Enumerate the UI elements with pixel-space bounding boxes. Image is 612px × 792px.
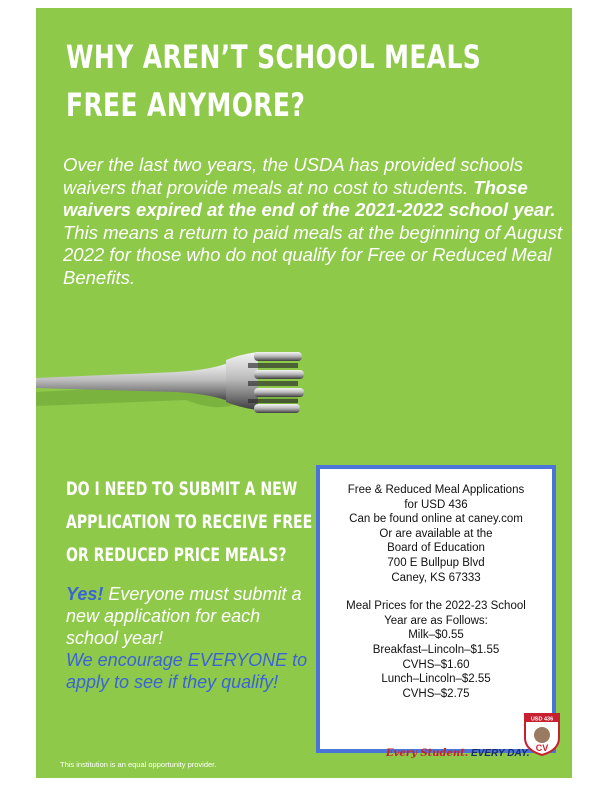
school-logo bbox=[521, 708, 563, 756]
intro-text-1: Over the last two years, the USDA has provided schools waivers that provide meals at no cost to students. bbox=[63, 154, 523, 198]
poster bbox=[36, 8, 572, 778]
logo-letters: CV bbox=[535, 743, 549, 753]
intro-bold-text: Those waivers expired at the end of the 2021-2022 school year. bbox=[63, 176, 556, 220]
info-line: CVHS–$1.60 bbox=[402, 658, 470, 671]
headline-line-1: WHY AREN’T SCHOOL MEALS bbox=[66, 38, 482, 76]
question-line-3: OR REDUCED PRICE MEALS? bbox=[66, 544, 287, 566]
answer-paragraph bbox=[66, 583, 316, 693]
info-line: Meal Prices for the 2022-23 School bbox=[346, 600, 526, 613]
info-line: Year are as Follows: bbox=[384, 614, 488, 627]
fork-image bbox=[36, 326, 306, 436]
logo-top-text: USD 436 bbox=[530, 716, 554, 723]
footer-text: This institution is an equal opportunity provider. bbox=[60, 760, 217, 769]
encourage-text: We encourage EVERYONE to apply to see if they qualify! bbox=[66, 650, 308, 692]
tagline bbox=[386, 748, 530, 759]
info-line: for USD 436 bbox=[404, 498, 468, 511]
question-line-1: DO I NEED TO SUBMIT A NEW bbox=[66, 478, 298, 500]
info-line: 700 E Bullpup Blvd bbox=[387, 556, 485, 569]
info-line: Or are available at the bbox=[379, 527, 493, 540]
info-box bbox=[316, 465, 556, 753]
info-line: CVHS–$2.75 bbox=[402, 687, 470, 700]
info-line: Free & Reduced Meal Applications bbox=[347, 484, 525, 496]
info-line: Lunch–Lincoln–$2.55 bbox=[381, 673, 491, 686]
answer-yes: Yes! bbox=[66, 584, 104, 604]
info-line: Milk–$0.55 bbox=[408, 629, 464, 642]
info-line: Can be found online at caney.com bbox=[349, 513, 523, 526]
question-line-2: APPLICATION TO RECEIVE FREE bbox=[66, 511, 313, 533]
intro-paragraph bbox=[63, 154, 563, 289]
tagline-every-day: EVERY DAY. bbox=[470, 748, 530, 759]
tagline-script: Every Student. bbox=[386, 748, 469, 759]
info-line: Breakfast–Lincoln–$1.55 bbox=[372, 643, 500, 656]
info-line bbox=[320, 585, 552, 599]
info-line: Caney, KS 67333 bbox=[391, 571, 481, 584]
intro-text-2: This means a return to paid meals at the beginning of August 2022 for those who do not qualify for Free or Reduced Meal Benefits. bbox=[63, 221, 563, 288]
headline-line-2: FREE ANYMORE? bbox=[66, 86, 306, 124]
info-line: Board of Education bbox=[387, 542, 485, 555]
answer-text: Everyone must submit a new application for each school year! bbox=[66, 584, 302, 648]
